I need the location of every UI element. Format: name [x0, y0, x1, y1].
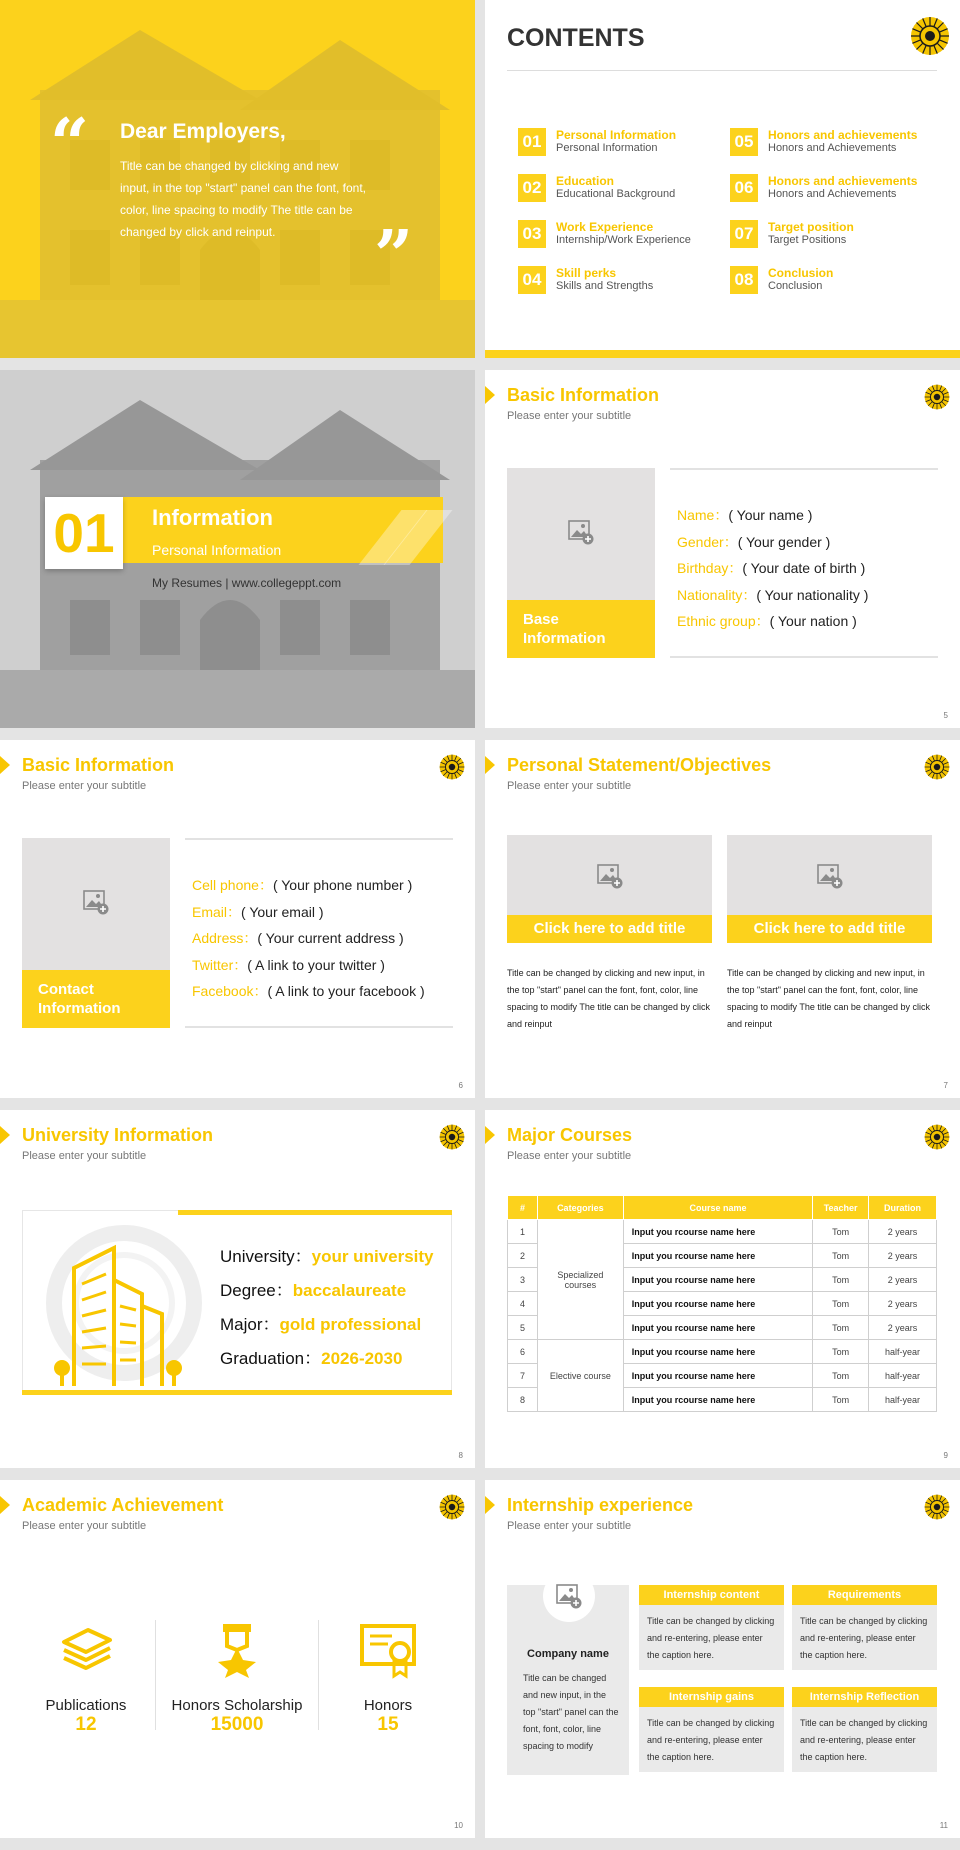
item-subtitle: Honors and Achievements — [768, 142, 897, 154]
seal-logo — [439, 1124, 465, 1150]
open-quote-icon: “ — [50, 104, 90, 184]
slide-title: Major Courses — [507, 1125, 633, 1145]
header-arrow — [0, 756, 10, 774]
achievement-publications: Publications 12 — [16, 1620, 156, 1736]
column-header: # — [508, 1196, 538, 1220]
seal-logo — [924, 754, 950, 780]
add-image-icon[interactable] — [816, 862, 844, 890]
seal-logo — [924, 1494, 950, 1520]
section-footer: My Resumes | www.collegeppt.com — [152, 576, 342, 590]
item-subtitle: Educational Background — [556, 188, 676, 200]
header-arrow — [0, 1126, 10, 1144]
header-arrow — [485, 1126, 495, 1144]
company-description: Title can be changed and new input, in the top "start" panel can the font, font, color, line spacing to modify — [523, 1673, 619, 1751]
courses-table — [507, 1195, 937, 1412]
image-placeholder[interactable] — [727, 835, 932, 915]
item-number: 06 — [730, 174, 758, 202]
accent-bar — [22, 1390, 452, 1395]
item-number: 01 — [518, 128, 546, 156]
field-ethnic-group: Ethnic group：( Your nation ) — [677, 613, 857, 629]
add-image-icon[interactable] — [596, 862, 624, 890]
header-arrow — [485, 1496, 495, 1514]
table-row: 6 Elective course Input you rcourse name here Tom half-year — [508, 1340, 937, 1364]
section-title: Information — [152, 505, 273, 530]
header-arrow — [0, 1496, 10, 1514]
slide-body: Title can be changed by clicking and new input, in the top "start" panel can the font, font, color, line spacing to modify The title can be changed by click and reinput. — [120, 159, 367, 239]
category-cell: Specialized courses — [537, 1220, 623, 1340]
field-twitter: Twitter：( A link to your twitter ) — [192, 957, 385, 973]
seal-logo — [439, 1494, 465, 1520]
photo-placeholder[interactable] — [507, 468, 655, 658]
photo-placeholder[interactable] — [22, 838, 170, 1028]
internship-gains-card: Internship gains Title can be changed by clicking and re-entering, please enter the caption here. — [639, 1687, 784, 1772]
photo-caption: Contact Information — [22, 970, 170, 1028]
slide-title: Academic Achievement — [22, 1495, 224, 1515]
item-title: Target position — [768, 220, 854, 234]
contents-title: CONTENTS — [507, 24, 645, 52]
item-subtitle: Honors and Achievements — [768, 188, 897, 200]
internship-reflection-card: Internship Reflection Title can be changed by clicking and re-entering, please enter the caption here. — [792, 1687, 937, 1772]
table-row: 7 Input you rcourse name here Tom half-year — [508, 1364, 937, 1388]
table-row: 8 Input you rcourse name here Tom half-year — [508, 1388, 937, 1412]
item-subtitle: Skills and Strengths — [556, 280, 654, 292]
field-address: Address：( Your current address ) — [192, 930, 404, 946]
item-title: Personal Information — [556, 128, 677, 142]
add-image-icon[interactable] — [567, 518, 595, 546]
field-facebook: Facebook：( A link to your facebook ) — [192, 983, 425, 999]
table-header-row — [508, 1196, 937, 1220]
item-title: Conclusion — [768, 266, 834, 280]
field-birthday: Birthday：( Your date of birth ) — [677, 560, 866, 576]
slide-subtitle: Please enter your subtitle — [507, 1150, 632, 1162]
close-quote-icon: ” — [374, 216, 414, 296]
slide-subtitle: Please enter your subtitle — [22, 1150, 147, 1162]
divider — [670, 656, 938, 658]
card-text: Title can be changed by clicking and new input, in the top "start" panel can the font, font, color, line spacing to modify The title can be changed by click and reinput — [727, 968, 930, 1029]
divider — [185, 1026, 453, 1028]
slide-title: Basic Information — [22, 755, 175, 775]
slide-dear-employers — [0, 0, 475, 358]
page-number: 6 — [458, 1081, 463, 1090]
slide-title: Internship experience — [507, 1495, 694, 1515]
add-image-icon[interactable] — [82, 888, 110, 916]
divider — [155, 1620, 156, 1730]
header-arrow — [485, 756, 495, 774]
page-number: 5 — [943, 711, 948, 720]
field-name: Name：( Your name ) — [677, 507, 813, 523]
requirements-card: Requirements Title can be changed by clicking and re-entering, please enter the caption here. — [792, 1585, 937, 1670]
medal-icon — [207, 1620, 267, 1680]
page-number: 10 — [454, 1821, 463, 1830]
company-name: Company name — [527, 1648, 609, 1660]
category-cell: Elective course — [537, 1340, 623, 1412]
internship-content-card: Internship content Title can be changed by clicking and re-entering, please enter the caption here. — [639, 1585, 784, 1670]
divider — [507, 70, 937, 71]
slide-title: Basic Information — [507, 385, 660, 405]
item-title: Education — [556, 174, 615, 188]
slide-subtitle: Please enter your subtitle — [507, 780, 632, 792]
column-header: Course name — [623, 1196, 812, 1220]
column-header: Teacher — [813, 1196, 869, 1220]
degree-row: Degree：baccalaureate — [220, 1281, 407, 1300]
item-number: 02 — [518, 174, 546, 202]
field-cell-phone: Cell phone：( Your phone number ) — [192, 877, 413, 893]
books-icon — [56, 1620, 116, 1680]
slide-contents — [485, 0, 960, 358]
item-title: Work Experience — [556, 220, 654, 234]
table-row: 3 Input you rcourse name here Tom 2 years — [508, 1268, 937, 1292]
table-row: 4 Input you rcourse name here Tom 2 years — [508, 1292, 937, 1316]
field-gender: Gender：( Your gender ) — [677, 534, 831, 550]
slide-subtitle: Please enter your subtitle — [22, 780, 147, 792]
achievement-honors: Honors 15 — [318, 1620, 458, 1736]
item-title: Skill perks — [556, 266, 617, 280]
seal-logo — [439, 754, 465, 780]
card-text: Title can be changed by clicking and new input, in the top "start" panel can the font, font, color, line spacing to modify The title can be changed by click and reinput — [507, 968, 710, 1029]
slide-subtitle: Please enter your subtitle — [22, 1520, 147, 1532]
slide-subtitle: Please enter your subtitle — [507, 410, 632, 422]
field-nationality: Nationality：( Your nationality ) — [677, 587, 869, 603]
item-subtitle: Internship/Work Experience — [556, 234, 691, 246]
table-row: 1 Specialized courses Input you rcourse name here Tom 2 years — [508, 1220, 937, 1244]
graduation-row: Graduation：2026-2030 — [220, 1349, 403, 1368]
item-number: 07 — [730, 220, 758, 248]
item-title: Honors and achievements — [768, 174, 918, 188]
photo-caption: Base Information — [507, 600, 655, 658]
field-email: Email：( Your email ) — [192, 904, 324, 920]
seal-logo — [910, 16, 950, 56]
table-row: 5 Input you rcourse name here Tom 2 years — [508, 1316, 937, 1340]
section-number: 01 — [45, 497, 123, 569]
page-number: 7 — [943, 1081, 948, 1090]
item-title: Honors and achievements — [768, 128, 918, 142]
slide-university-information — [0, 1110, 475, 1468]
achievement-scholarship: Honors Scholarship 15000 — [167, 1620, 307, 1736]
seal-logo — [924, 384, 950, 410]
university-building-icon — [34, 1218, 204, 1390]
company-logo-placeholder[interactable] — [543, 1570, 595, 1622]
item-subtitle: Personal Information — [556, 142, 658, 154]
header-arrow — [485, 386, 495, 404]
item-number: 03 — [518, 220, 546, 248]
slide-major-courses — [485, 1110, 960, 1468]
slide-personal-statement — [485, 740, 960, 1098]
major-row: Major：gold professional — [220, 1315, 422, 1334]
column-header: Categories — [537, 1196, 623, 1220]
item-subtitle: Target Positions — [768, 234, 847, 246]
page-number: 11 — [939, 1821, 948, 1830]
slide-basic-information-contact — [0, 740, 475, 1098]
slide-section-information — [0, 370, 475, 728]
page-number: 9 — [943, 1451, 948, 1460]
section-subtitle: Personal Information — [152, 542, 282, 558]
slide-academic-achievement — [0, 1480, 475, 1838]
item-number: 05 — [730, 128, 758, 156]
slide-title: Dear Employers, — [120, 120, 286, 143]
add-image-icon[interactable] — [555, 1582, 583, 1610]
table-row: 2 Input you rcourse name here Tom 2 years — [508, 1244, 937, 1268]
card-title[interactable]: Click here to add title — [727, 915, 932, 943]
slide-internship-experience — [485, 1480, 960, 1838]
slide-title: Personal Statement/Objectives — [507, 755, 772, 775]
bottom-accent-bar — [485, 350, 960, 358]
certificate-icon — [358, 1620, 418, 1680]
image-placeholder[interactable] — [507, 835, 712, 915]
accent-bar — [178, 1210, 452, 1215]
slide-basic-information — [485, 370, 960, 728]
seal-logo — [924, 1124, 950, 1150]
university-row: University：your university — [220, 1247, 434, 1266]
slide-subtitle: Please enter your subtitle — [507, 1520, 632, 1532]
item-number: 04 — [518, 266, 546, 294]
divider — [670, 468, 938, 470]
item-number: 08 — [730, 266, 758, 294]
slide-title: University Information — [22, 1125, 214, 1145]
column-header: Duration — [869, 1196, 937, 1220]
divider — [185, 838, 453, 840]
card-title[interactable]: Click here to add title — [507, 915, 712, 943]
page-number: 8 — [458, 1451, 463, 1460]
item-subtitle: Conclusion — [768, 280, 823, 292]
